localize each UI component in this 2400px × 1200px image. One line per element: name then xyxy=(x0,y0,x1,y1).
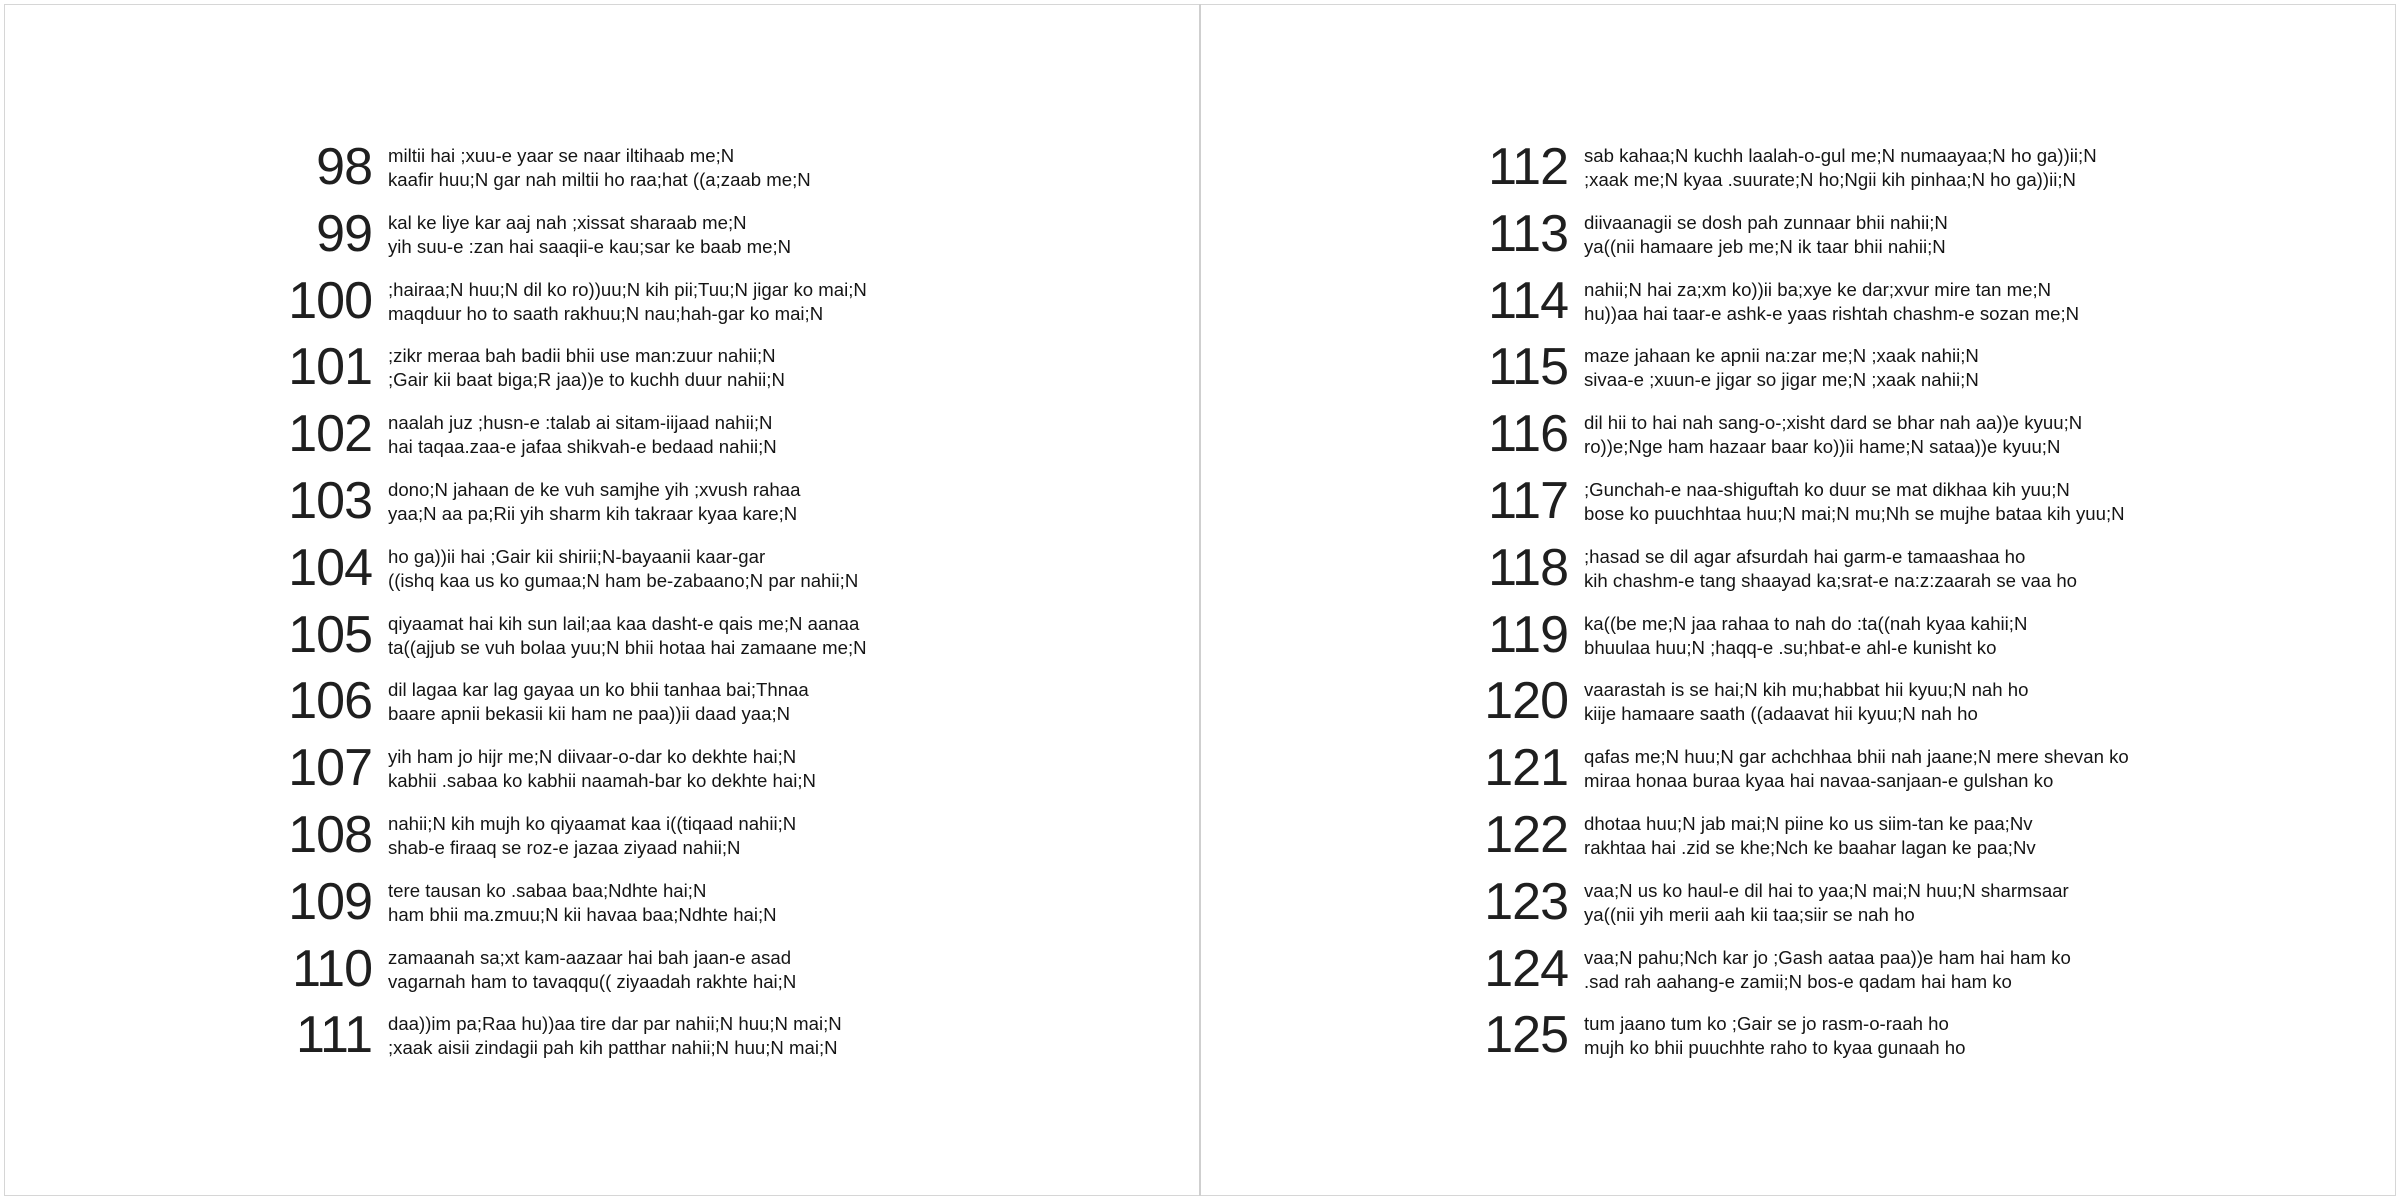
verse-line-1: diivaanagii se dosh pah zunnaar bhii nahii;N xyxy=(1584,211,1948,233)
verse-text xyxy=(1584,872,2069,927)
verse-line-1: kal ke liye kar aaj nah ;xissat sharaab me;N xyxy=(388,211,747,233)
verse-line-2: vagarnah ham to tavaqqu(( ziyaadah rakhte hai;N xyxy=(388,970,797,992)
verse-number: 114 xyxy=(1488,271,1568,330)
verse-line-2: miraa honaa buraa kyaa hai navaa-sanjaan-e gulshan ko xyxy=(1584,770,2054,792)
verse-number: 115 xyxy=(1488,338,1568,397)
verse xyxy=(286,137,867,204)
verse xyxy=(1482,1005,2129,1072)
verse-line-1: ;hasad se dil agar afsurdah hai garm-e tamaashaa ho xyxy=(1584,545,2026,567)
verse-line-1: dil lagaa kar lag gayaa un ko bhii tanhaa bai;Thnaa xyxy=(388,679,809,701)
verse-number: 106 xyxy=(288,672,372,731)
verse xyxy=(1482,204,2129,271)
left-verse-list xyxy=(286,137,867,1072)
verse-text xyxy=(1584,337,1979,392)
verse-line-2: rakhtaa hai .zid se khe;Nch ke baahar lagan ke paa;Nv xyxy=(1584,836,2036,858)
verse-line-1: zamaanah sa;xt kam-aazaar hai bah jaan-e asad xyxy=(388,946,792,968)
verse-line-1: sab kahaa;N kuchh laalah-o-gul me;N numaayaa;N ho ga))ii;N xyxy=(1584,145,2097,166)
verse-text xyxy=(1584,605,2027,660)
verse-line-2: yih suu-e :zan hai saaqii-e kau;sar ke baab me;N xyxy=(388,235,792,257)
verse-number: 119 xyxy=(1488,605,1568,664)
verse-line-1: miltii hai ;xuu-e yaar se naar iltihaab me;N xyxy=(388,145,735,166)
verse-text xyxy=(388,738,816,793)
verse-text xyxy=(1584,1005,1965,1060)
verse-number: 104 xyxy=(288,538,372,597)
verse-text xyxy=(1584,939,2071,994)
verse-text xyxy=(388,271,867,326)
verse-line-1: ;hairaa;N huu;N dil ko ro))uu;N kih pii;Tuu;N jigar ko mai;N xyxy=(388,278,867,300)
verse-line-2: .sad rah aahang-e zamii;N bos-e qadam hai ham ko xyxy=(1584,970,2012,992)
verse-line-1: vaa;N us ko haul-e dil hai to yaa;N mai;N huu;N sharmsaar xyxy=(1584,879,2069,901)
verse-text xyxy=(388,605,867,660)
verse-line-1: ;Gunchah-e naa-shiguftah ko duur se mat dikhaa kih yuu;N xyxy=(1584,478,2070,500)
verse-text xyxy=(1584,471,2125,526)
verse-line-2: sivaa-e ;xuun-e jigar so jigar me;N ;xaak nahii;N xyxy=(1584,369,1979,391)
verse-number: 117 xyxy=(1488,471,1568,530)
verse-line-1: daa))im pa;Raa hu))aa tire dar par nahii;N huu;N mai;N xyxy=(388,1013,842,1035)
verse-line-2: hai taqaa.zaa-e jafaa shikvah-e bedaad nahii;N xyxy=(388,436,777,458)
verse-line-2: yaa;N aa pa;Rii yih sharm kih takraar kyaa kare;N xyxy=(388,502,798,524)
verse-text xyxy=(1584,805,2036,860)
verse-number: 108 xyxy=(288,805,372,864)
verse-number: 101 xyxy=(288,338,372,397)
verse-line-2: ;Gair kii baat biga;R jaa))e to kuchh duur nahii;N xyxy=(388,369,785,391)
verse-text xyxy=(1584,137,2097,192)
verse xyxy=(286,404,867,471)
verse-number: 121 xyxy=(1484,739,1568,798)
verse xyxy=(286,738,867,805)
page-gutter xyxy=(1199,4,1201,1196)
verse-text xyxy=(388,404,777,459)
verse-line-2: ta((ajjub se vuh bolaa yuu;N bhii hotaa hai zamaane me;N xyxy=(388,636,867,658)
verse-number: 120 xyxy=(1484,672,1568,731)
verse-line-1: qafas me;N huu;N gar achchhaa bhii nah jaane;N mere shevan ko xyxy=(1584,746,2129,768)
verse-line-1: nahii;N kih mujh ko qiyaamat kaa i((tiqaad nahii;N xyxy=(388,812,797,834)
verse-line-2: ;xaak me;N kyaa .suurate;N ho;Ngii kih pinhaa;N ho ga))ii;N xyxy=(1584,169,2076,190)
verse xyxy=(1482,538,2129,605)
verse xyxy=(1482,471,2129,538)
verse-line-2: kaafir huu;N gar nah miltii ho raa;hat ((a;zaab me;N xyxy=(388,169,811,190)
verse-number: 100 xyxy=(288,271,372,330)
verse-line-1: tere tausan ko .sabaa baa;Ndhte hai;N xyxy=(388,879,707,901)
verse-line-2: maqduur ho to saath rakhuu;N nau;hah-gar ko mai;N xyxy=(388,302,824,324)
verse-text xyxy=(388,471,800,526)
right-verse-list xyxy=(1482,137,2129,1072)
verse-number: 113 xyxy=(1488,204,1568,263)
verse xyxy=(1482,872,2129,939)
verse-text xyxy=(388,137,811,192)
verse xyxy=(1482,605,2129,672)
verse-line-2: ;xaak aisii zindagii pah kih patthar nahii;N huu;N mai;N xyxy=(388,1037,838,1059)
verse xyxy=(286,805,867,872)
verse-line-1: ho ga))ii hai ;Gair kii shirii;N-bayaanii kaar-gar xyxy=(388,545,766,567)
verse-line-1: maze jahaan ke apnii na:zar me;N ;xaak nahii;N xyxy=(1584,345,1979,367)
verse-line-2: bhuulaa huu;N ;haqq-e .su;hbat-e ahl-e kunisht ko xyxy=(1584,636,1997,658)
verse xyxy=(286,605,867,672)
verse-number: 125 xyxy=(1484,1006,1568,1065)
verse-line-1: nahii;N hai za;xm ko))ii ba;xye ke dar;xvur mire tan me;N xyxy=(1584,278,2052,300)
verse xyxy=(1482,137,2129,204)
verse-line-1: yih ham jo hijr me;N diivaar-o-dar ko dekhte hai;N xyxy=(388,746,797,768)
verse-text xyxy=(388,337,785,392)
verse xyxy=(286,1005,867,1072)
verse-text xyxy=(1584,538,2077,593)
verse-text xyxy=(388,538,858,593)
verse-number: 111 xyxy=(295,1006,372,1065)
verse-text xyxy=(388,805,796,860)
verse-line-2: mujh ko bhii puuchhte raho to kyaa gunaah ho xyxy=(1584,1037,1966,1059)
verse-text xyxy=(388,1005,842,1060)
verse xyxy=(286,872,867,939)
verse-line-2: ro))e;Nge ham hazaar baar ko))ii hame;N sataa))e kyuu;N xyxy=(1584,436,2061,458)
verse-text xyxy=(388,204,791,259)
verse-line-2: ham bhii ma.zmuu;N kii havaa baa;Ndhte hai;N xyxy=(388,903,777,925)
verse-line-2: hu))aa hai taar-e ashk-e yaas rishtah chashm-e sozan me;N xyxy=(1584,302,2080,324)
verse xyxy=(286,337,867,404)
verse-line-2: ya((nii yih merii aah kii taa;siir se nah ho xyxy=(1584,903,1915,925)
verse-line-2: baare apnii bekasii kii ham ne paa))ii daad yaa;N xyxy=(388,703,791,725)
verse xyxy=(1482,271,2129,338)
verse xyxy=(1482,805,2129,872)
verse-number: 102 xyxy=(288,405,372,464)
verse-line-2: ya((nii hamaare jeb me;N ik taar bhii nahii;N xyxy=(1584,235,1946,257)
verse-number: 107 xyxy=(288,739,372,798)
verse-line-1: tum jaano tum ko ;Gair se jo rasm-o-raah ho xyxy=(1584,1013,1949,1035)
verse-text xyxy=(1584,738,2129,793)
verse-number: 109 xyxy=(288,872,372,931)
verse-line-2: shab-e firaaq se roz-e jazaa ziyaad nahii;N xyxy=(388,836,741,858)
verse xyxy=(1482,671,2129,738)
verse-number: 122 xyxy=(1484,805,1568,864)
verse-line-2: kiije hamaare saath ((adaavat hii kyuu;N nah ho xyxy=(1584,703,1978,725)
verse-line-1: dono;N jahaan de ke vuh samjhe yih ;xvush rahaa xyxy=(388,478,801,500)
verse-number: 116 xyxy=(1488,405,1568,464)
verse-line-1: qiyaamat hai kih sun lail;aa kaa dasht-e qais me;N aanaa xyxy=(388,612,860,634)
verse xyxy=(286,671,867,738)
verse-text xyxy=(1584,204,1948,259)
verse-line-1: vaa;N pahu;Nch kar jo ;Gash aataa paa))e ham hai ham ko xyxy=(1584,946,2071,968)
verse-line-1: vaarastah is se hai;N kih mu;habbat hii kyuu;N nah ho xyxy=(1584,679,2029,701)
verse-number: 105 xyxy=(288,605,372,664)
verse-line-2: bose ko puuchhtaa huu;N mai;N mu;Nh se mujhe bataa kih yuu;N xyxy=(1584,502,2125,524)
verse-line-1: ka((be me;N jaa rahaa to nah do :ta((nah kyaa kahii;N xyxy=(1584,612,2028,634)
verse-line-2: kabhii .sabaa ko kabhii naamah-bar ko dekhte hai;N xyxy=(388,770,816,792)
verse xyxy=(1482,337,2129,404)
verse xyxy=(286,939,867,1006)
verse-number: 118 xyxy=(1488,538,1568,597)
verse-text xyxy=(388,939,796,994)
verse-number: 110 xyxy=(292,939,372,998)
verse-text xyxy=(1584,671,2028,726)
verse xyxy=(1482,738,2129,805)
verse-text xyxy=(1584,271,2079,326)
verse-number: 98 xyxy=(316,138,372,196)
verse-text xyxy=(1584,404,2082,459)
verse xyxy=(286,538,867,605)
verse xyxy=(286,471,867,538)
verse-line-1: ;zikr meraa bah badii bhii use man:zuur nahii;N xyxy=(388,345,776,367)
verse-line-1: dhotaa huu;N jab mai;N piine ko us siim-tan ke paa;Nv xyxy=(1584,812,2033,834)
verse-number: 124 xyxy=(1484,939,1568,998)
verse-line-1: dil hii to hai nah sang-o-;xisht dard se bhar nah aa))e kyuu;N xyxy=(1584,412,2083,434)
verse xyxy=(286,204,867,271)
verse-number: 112 xyxy=(1488,138,1568,196)
verse-number: 103 xyxy=(288,471,372,530)
verse-line-2: kih chashm-e tang shaayad ka;srat-e na:z:zaarah se vaa ho xyxy=(1584,569,2078,591)
verse-text xyxy=(388,671,809,726)
verse xyxy=(286,271,867,338)
verse-number: 99 xyxy=(316,204,372,263)
verse-line-1: naalah juz ;husn-e :talab ai sitam-iijaad nahii;N xyxy=(388,412,773,434)
verse-text xyxy=(388,872,777,927)
verse xyxy=(1482,939,2129,1006)
verse-number: 123 xyxy=(1484,872,1568,931)
verse-line-2: ((ishq kaa us ko gumaa;N ham be-zabaano;N par nahii;N xyxy=(388,569,859,591)
verse xyxy=(1482,404,2129,471)
